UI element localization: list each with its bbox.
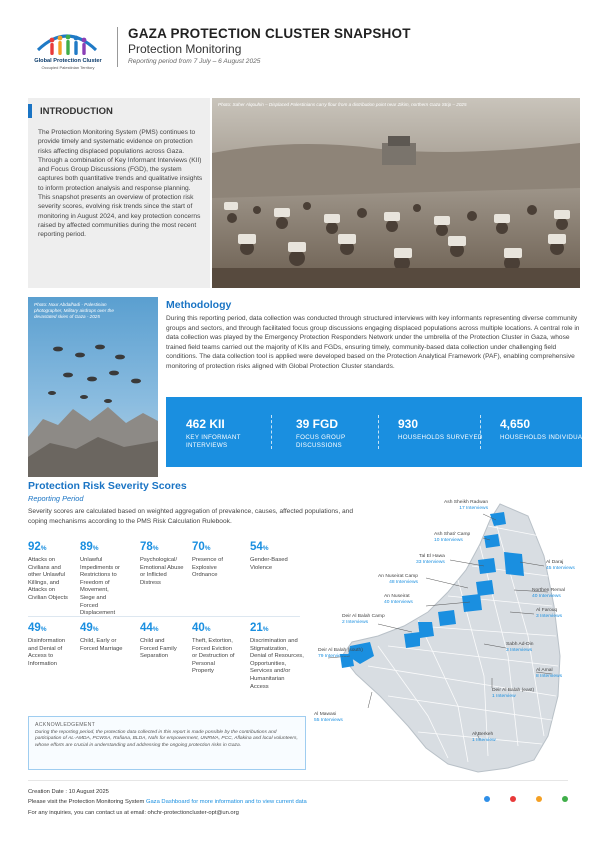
map-location-count: 10 Interviews <box>434 538 463 544</box>
contact-info: For any inquiries, you can contact us at email: ohchr-protectioncluster-opt@un.org <box>28 809 239 816</box>
risk-card <box>192 541 236 580</box>
stat-label: FOCUS GROUP DISCUSSIONS <box>296 434 346 449</box>
percent-sign: % <box>152 626 159 633</box>
map-location-count: 1 Interview <box>492 694 516 700</box>
map-label-sabh-ad-din <box>506 642 533 654</box>
risk-value: 49 <box>28 622 41 634</box>
map-location-count: 45 Interviews <box>546 566 575 572</box>
red-dot-icon <box>510 796 516 802</box>
risk-value: 44 <box>140 622 153 634</box>
logo-figures-icon <box>34 28 100 58</box>
map-label-tal-el-hawa <box>416 554 445 566</box>
risk-label: Presence of Explosive Ordnance <box>192 557 223 579</box>
percent-sign: % <box>40 626 47 633</box>
map-location-name: Deir Al Balah Camp <box>342 614 385 619</box>
risk-percentage <box>28 622 72 634</box>
map-location-name: Al Mawasi <box>314 712 337 717</box>
airdrop-photo <box>28 297 158 477</box>
risk-percentage <box>250 622 304 634</box>
risk-percentage <box>250 541 302 553</box>
logo-subtitle: Occupied Palestinian Territory <box>41 65 95 70</box>
page-header <box>0 0 595 80</box>
map-location-name: Tal El Hawa <box>419 554 445 559</box>
acknowledgement-title: ACKNOWLEDGEMENT <box>35 722 96 728</box>
map-location-name: An Nuseirat <box>384 594 410 599</box>
introduction-panel <box>28 98 210 288</box>
creation-date: Creation Date : 10 August 2025 <box>28 789 109 795</box>
risk-value: 49 <box>80 622 93 634</box>
risk-label: Psychological/ Emotional Abuse or Inflicted Distress <box>140 557 184 586</box>
map-location-name: Sabh Ad-Din <box>506 642 534 647</box>
risk-percentage <box>192 541 236 553</box>
risk-percentage <box>140 541 184 553</box>
map-label-ash-shati-camp <box>434 532 470 544</box>
acknowledgement-text: During the reporting period, the protection data collected in this report is made possible by the contributions and participation of AL-AMDA, PCWSA, Rafiana, BLDA, Nafs for empowerment, UNRWA, PCC, Aflakina and local volunteers, whose efforts are crucial in understanding and addressing the ongoing protection risks in Gaza. <box>35 730 298 748</box>
reporting-period: Reporting period from 7 July – 6 August 2025 <box>128 58 261 65</box>
risk-label: Theft, Extortion, Forced Eviction or Destruction of Personal Property <box>192 638 235 675</box>
percent-sign: % <box>204 545 211 552</box>
risk-label: Unlawful Impediments or Restrictions to Freedom of Movement, Siege and Forced Displacement <box>80 557 120 617</box>
risk-card <box>140 541 184 587</box>
map-location-name: Al Amal <box>536 668 553 673</box>
acknowledgement-box <box>28 716 306 770</box>
risk-card <box>80 541 124 618</box>
map-label-northen-remal <box>532 588 565 600</box>
map-label-an-nuseirat <box>384 594 413 606</box>
percent-sign: % <box>152 545 159 552</box>
airdrop-photo-image <box>28 297 158 477</box>
map-location-count: 40 Interviews <box>532 594 561 600</box>
risk-card <box>140 622 184 661</box>
map-location-name: Ash Shati' Camp <box>434 532 471 537</box>
page-title: GAZA PROTECTION CLUSTER SNAPSHOT <box>128 26 411 41</box>
map-location-count: 33 Interviews <box>416 560 445 566</box>
risk-label: Disinformation and Denial of Access to Information <box>28 638 66 667</box>
risk-description: Severity scores are calculated based on weighted aggregation of prevalence, causes, affected populations, and coping mechanisms according to the PMS Risk Calculation Rulebook. <box>28 508 354 525</box>
map-location-count: 2 Interviews <box>342 620 369 626</box>
methodology-text: During this reporting period, data collection was conducted through structured interviews with key informants representing diverse community groups and sectors, and through facilitated focus group discussions engaging displaced populations across multiple locations. A central role in data collection was played by the Emergency Protection Responders Network under the umbrella of the Protection Cluster in Gaza, whose trained field teams carried out the majority of KIIs and FGDs, ensuring timely, community-based data collection under challenging field conditions. The data collection tool is applied were developed based on the Protection Analytical Framework (PAF), enabling comprehensive monitoring of protection risks aligned with Global Protection Cluster standards. <box>166 315 580 370</box>
map-location-name: Northen Remal <box>532 588 565 593</box>
risk-card <box>250 622 304 691</box>
map-label-deir-al-balah-camp <box>342 614 385 626</box>
map-location-count: 40 Interviews <box>384 600 413 606</box>
map-location-name: Ash Sheikh Radwan <box>444 500 489 505</box>
logo-title: Global Protection Cluster <box>34 58 102 64</box>
risk-card <box>28 622 72 668</box>
map-location-count: 17 Interviews <box>459 506 489 512</box>
stat-individuals <box>500 417 592 442</box>
risk-label: Gender-Based Violence <box>250 557 288 571</box>
stat-value: 4,650 <box>500 417 531 431</box>
stat-label: KEY INFORMANT INTERVIEWS <box>186 434 241 449</box>
stat-label: HOUSEHOLDS SURVEYED <box>398 434 483 441</box>
map-location-count: 3 Interviews <box>536 614 563 620</box>
orange-dot-icon <box>536 796 542 802</box>
page-footer <box>28 787 307 818</box>
stat-value: 39 FGD <box>296 417 339 431</box>
map-label-al-berkeh <box>472 732 496 744</box>
risk-card <box>80 622 124 653</box>
stat-separator <box>271 415 272 449</box>
stat-value: 930 <box>398 417 419 431</box>
map-location-count: 3 Interviews <box>506 648 533 654</box>
map-label-al-farouq <box>536 608 562 620</box>
map-location-count: 48 Interviews <box>389 580 418 586</box>
risk-percentage <box>80 541 124 553</box>
introduction-text: The Protection Monitoring System (PMS) continues to provide timely and systematic evidence on protection risks affecting displaced populations across Gaza. Through a combination of Key Informant Interviews (KII) and Focus Group Discussions (FGD), the system captures both quantitative trends and qualitative insights to inform protection analysis and response planning. This snapshot presents an overview of protection risk severity scores, evolving risk trends since the start of monitoring in August 2024, and key protection concerns raised by affected communities during the most recent reporting period. <box>38 129 203 239</box>
map-location-name: Al Berkeh <box>472 732 494 737</box>
map-label-an-nuseirat-camp <box>378 574 418 586</box>
risk-value: 54 <box>250 541 263 553</box>
risk-label: Child, Early or Forced Marriage <box>80 638 123 652</box>
map-location-count: 79 Interviews <box>318 654 347 660</box>
risk-percentage <box>80 622 124 634</box>
percent-sign: % <box>92 545 99 552</box>
page-subtitle: Protection Monitoring <box>128 42 242 56</box>
risk-section-title: Protection Risk Severity Scores <box>28 480 187 492</box>
gaza-map <box>308 496 578 776</box>
risk-percentage <box>192 622 236 634</box>
introduction-title: INTRODUCTION <box>40 106 113 117</box>
risk-card <box>28 541 72 603</box>
stats-bar <box>166 397 591 467</box>
dashboard-note-text: Please visit the Protection Monitoring System <box>28 799 145 806</box>
risk-value: 70 <box>192 541 205 553</box>
crowd-photo-image <box>212 98 580 288</box>
map-label-al-amal <box>536 668 562 680</box>
risk-value: 92 <box>28 541 41 553</box>
risk-value: 89 <box>80 541 93 553</box>
map-location-name: Al Farouq <box>536 608 558 613</box>
percent-sign: % <box>204 626 211 633</box>
crowd-flour-photo <box>212 98 580 288</box>
percent-sign: % <box>40 545 47 552</box>
map-location-name: An Nuseirat Camp <box>378 574 418 579</box>
risk-value: 21 <box>250 622 263 634</box>
footer-divider <box>28 780 568 781</box>
percent-sign: % <box>92 626 99 633</box>
risk-label: Child and Forced Family Separation <box>140 638 177 660</box>
stat-separator <box>378 415 379 449</box>
risk-label: Discrimination and Stigmatization, Denial of Resources, Opportunities, Services and/or Humanitarian Access <box>250 638 304 690</box>
airdrop-photo-caption: Photo: Nour Abdalhadi - Palestinian photographer, Military airdrops over the devastated skies of Gaza - 2025 <box>34 302 114 320</box>
stat-kii <box>186 417 278 449</box>
map-label-deir-al-balah-east <box>492 688 534 700</box>
blue-dot-icon <box>484 796 490 802</box>
introduction-header <box>28 98 210 124</box>
header-divider <box>117 27 118 67</box>
map-location-count: 1 Interview <box>472 738 496 744</box>
global-protection-cluster-logo <box>28 26 108 74</box>
map-location-name: Al Daraj <box>546 560 564 565</box>
risk-value: 78 <box>140 541 153 553</box>
risk-percentage <box>28 541 72 553</box>
map-label-al-mawasi <box>314 712 343 724</box>
dashboard-note <box>28 797 307 807</box>
risk-card <box>250 541 302 572</box>
map-location-count: 8 Interviews <box>536 674 563 680</box>
percent-sign: % <box>262 545 269 552</box>
dashboard-link[interactable]: Gaza Dashboard for more information and to view current data <box>145 799 307 806</box>
risk-label: Attacks on Civilians and other Unlawful Killings, and Attacks on Civilian Objects <box>28 557 68 601</box>
stat-separator <box>480 415 481 449</box>
risk-percentage <box>140 622 184 634</box>
stat-value: 462 KII <box>186 417 225 431</box>
stat-label: HOUSEHOLDS INDIVIDUALS <box>500 434 591 441</box>
stat-households <box>398 417 490 442</box>
map-location-count: 55 Interviews <box>314 718 343 724</box>
map-label-al-daraj <box>546 560 575 572</box>
map-location-name: Deir Al Balah (south) <box>318 648 363 653</box>
crowd-photo-caption: Photo: Saher Alqouhin – Displaced Palestinians carry flour from a distribution point near Zikim, northern Gaza Strip – 2025 <box>218 102 467 107</box>
methodology-title: Methodology <box>166 299 232 311</box>
map-location-name: Deir Al Balah (east) <box>492 688 535 693</box>
introduction-accent-bar <box>28 104 32 118</box>
risk-card <box>192 622 236 676</box>
stat-fgd <box>296 417 388 449</box>
map-label-ash-sheikh-radwan <box>444 500 488 512</box>
risk-section-subtitle: Reporting Period <box>28 494 84 503</box>
green-dot-icon <box>562 796 568 802</box>
map-label-deir-al-balah-south <box>318 648 363 660</box>
risk-value: 40 <box>192 622 205 634</box>
percent-sign: % <box>262 626 269 633</box>
footer-color-dots <box>484 796 574 804</box>
risk-row-divider <box>28 616 300 617</box>
